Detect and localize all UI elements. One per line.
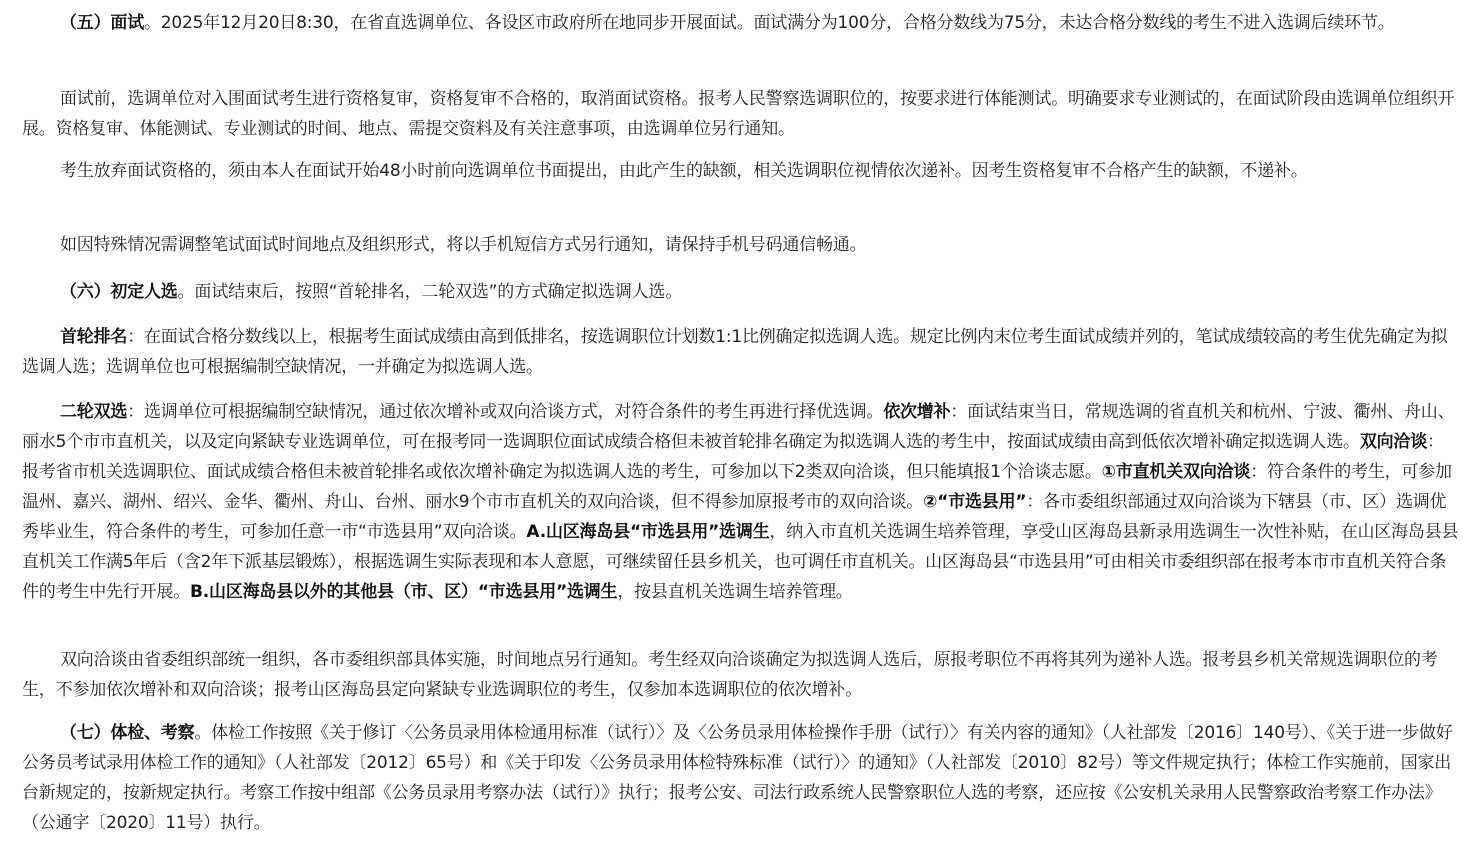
section-heading-interview: （五）面试 xyxy=(60,13,144,33)
paragraph-pre-interview-review xyxy=(22,84,1460,144)
section-heading-physical-exam: （七）体检、考察 xyxy=(60,723,195,743)
paragraph-text: 。体检工作按照《关于修订〈公务员录用体检通用标准（试行）〉及〈公务员录用体检操作手册（试行）〉有关内容的通知》（人社部发〔2016〕140号）、《关于进一步做好公务员考试录用体检工作的通知》（人社部发〔2012〕65号）和《关于印发〈公务员录用体检特殊标准（试行）〉的通知》（人社部发〔2010〕82号）等文件规定执行；体检工作实施前，国家出台新规定的，按新规定执行。考察工作按中组部《公务员录用考察办法（试行）》执行；报考公安、司法行政系统人民警察职位人选的考察，还应按《公安机关录用人民警察政治考察工作办法》（公通字〔2020〕11号）执行。 xyxy=(22,723,1453,833)
paragraph-first-round-ranking xyxy=(22,322,1460,382)
paragraph-negotiation-organization xyxy=(22,645,1460,705)
paragraph-text: 。面试结束后，按照“首轮排名，二轮双选”的方式确定拟选调人选。 xyxy=(177,282,683,302)
subheading-second-round: 二轮双选 xyxy=(60,402,128,422)
paragraph-special-circumstances xyxy=(22,230,1460,260)
subheading-sequential-supplement: 依次增补 xyxy=(883,402,951,422)
paragraph-text: ：在面试合格分数线以上，根据考生面试成绩由高到低排名，按选调职位计划数1:1比例确定拟选调人选。规定比例内末位考生面试成绩并列的，笔试成绩较高的考生优先确定为拟选调人选；选调单位也可根据编制空缺情况，一并确定为拟选调人选。 xyxy=(22,327,1448,377)
paragraph-text: ，纳入市直机关选调生培养管理，享受山区海岛县新录用选调生一次性补贴，在山区海岛县县直机关工作满5年后（含2年下派基层锻炼），根据选调生实际表现和本人意愿，可继续留任县乡机关，也可调任市直机关。山区海岛县“市选县用”可由相关市委组织部在报考本市市直机关符合条件的考生中先行开展。 xyxy=(22,522,1459,602)
section-heading-preliminary-selection: （六）初定人选 xyxy=(60,282,178,302)
paragraph-text: 面试前，选调单位对入围面试考生进行资格复审，资格复审不合格的，取消面试资格。报考人民警察选调职位的，按要求进行体能测试。明确要求专业测试的，在面试阶段由选调单位组织开展。资格复审、体能测试、专业测试的时间、地点、需提交资料及有关注意事项，由选调单位另行通知。 xyxy=(22,89,1455,139)
subheading-mountain-island-county: A.山区海岛县“市选县用”选调生 xyxy=(526,522,770,542)
paragraph-text: ：各市委组织部通过双向洽谈为下辖县（市、区）选调优秀毕业生，符合条件的考生，可参加任意一市“市选县用”双向洽谈。 xyxy=(22,492,1447,542)
paragraph-text: ：选调单位可根据编制空缺情况，通过依次增补或双向洽谈方式，对符合条件的考生再进行择优选调。 xyxy=(127,402,884,422)
paragraph-text: ，按县直机关选调生培养管理。 xyxy=(617,582,853,602)
paragraph-preliminary-selection xyxy=(22,277,1460,307)
subheading-two-way-negotiation: 双向洽谈 xyxy=(1359,432,1428,452)
paragraph-second-round-selection xyxy=(22,397,1460,607)
paragraph-waiver xyxy=(22,156,1460,186)
paragraph-text: 双向洽谈由省委组织部统一组织，各市委组织部具体实施，时间地点另行通知。考生经双向洽谈确定为拟选调人选后，原报考职位不再将其列为递补人选。报考县乡机关常规选调职位的考生，不参加依次增补和双向洽谈；报考山区海岛县定向紧缺专业选调职位的考生，仅参加本选调职位的依次增补。 xyxy=(22,650,1438,700)
paragraph-text: 考生放弃面试资格的，须由本人在面试开始48小时前向选调单位书面提出，由此产生的缺额，相关选调职位视情依次递补。因考生资格复审不合格产生的缺额，不递补。 xyxy=(60,161,1308,181)
subheading-city-select-county-use: ②“市选县用” xyxy=(923,492,1027,512)
paragraph-text: 。2025年12月20日8:30，在省直选调单位、各设区市政府所在地同步开展面试。面试满分为100分，合格分数线为75分，未达合格分数线的考生不进入选调后续环节。 xyxy=(144,13,1395,33)
paragraph-text: ：报考省市机关选调职位、面试成绩合格但未被首轮排名或依次增补确定为拟选调人选的考生，可参加以下2类双向洽谈，但只能填报1个洽谈志愿。 xyxy=(22,432,1444,482)
paragraph-physical-exam-inspection xyxy=(22,718,1460,838)
paragraph-text: 如因特殊情况需调整笔试面试时间地点及组织形式，将以手机短信方式另行通知，请保持手机号码通信畅通。 xyxy=(60,235,867,255)
subheading-first-round-ranking: 首轮排名 xyxy=(60,327,128,347)
paragraph-text: ：符合条件的考生，可参加温州、嘉兴、湖州、绍兴、金华、衢州、舟山、台州、丽水9个市市直机关的双向洽谈，但不得参加原报考市的双向洽谈。 xyxy=(22,462,1452,512)
subheading-city-organ-negotiation: ①市直机关双向洽谈 xyxy=(1101,462,1251,482)
subheading-other-counties: B.山区海岛县以外的其他县（市、区）“市选县用”选调生 xyxy=(190,582,618,602)
paragraph-interview xyxy=(22,8,1460,38)
paragraph-text: ：面试结束当日，常规选调的省直机关和杭州、宁波、衢州、舟山、丽水5个市市直机关，以及定向紧缺专业选调单位，可在报考同一选调职位面试成绩合格但未被首轮排名确定为拟选调人选的考生中，按面试成绩由高到低依次增补确定拟选调人选。 xyxy=(22,402,1455,452)
